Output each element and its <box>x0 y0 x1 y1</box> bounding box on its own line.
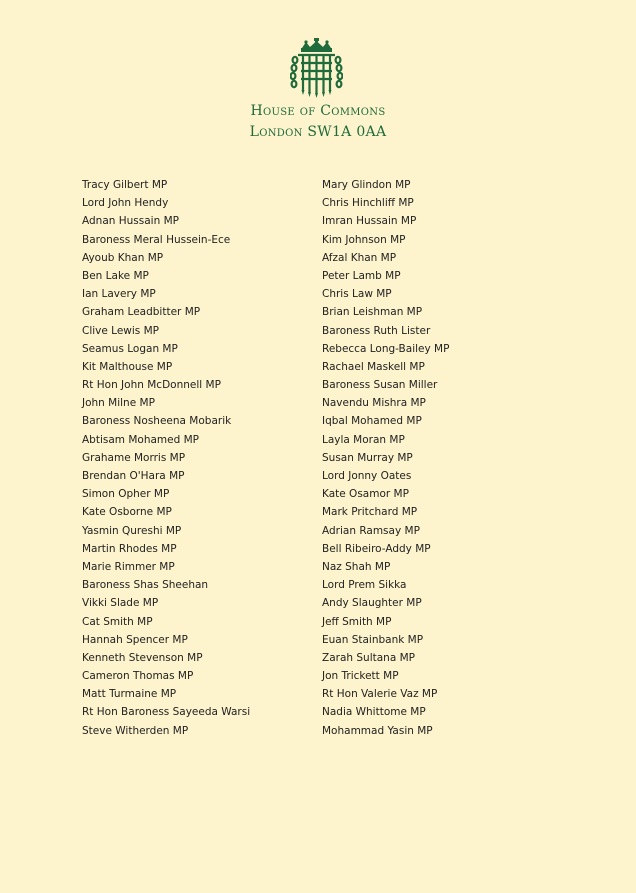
signatory-name: Rachael Maskell MP <box>322 360 425 373</box>
signatory-name: Grahame Morris MP <box>82 451 186 464</box>
signatory-name: Tracy Gilbert MP <box>82 179 168 191</box>
signatory-name: Lord John Hendy <box>82 197 169 210</box>
signatory-name: John Milne MP <box>82 397 155 410</box>
signatory-name: Seamus Logan MP <box>82 342 178 355</box>
signatory-name: Nadia Whittome MP <box>322 706 426 719</box>
signatories-left-column <box>82 176 250 740</box>
signatory-name: Brendan O'Hara MP <box>82 470 185 482</box>
signatory-name: Ben Lake MP <box>82 269 149 282</box>
signatory-name: Ian Lavery MP <box>82 288 156 301</box>
signatory-name: Mark Pritchard MP <box>322 506 418 519</box>
signatory-name: Navendu Mishra MP <box>322 397 426 410</box>
signatory-name: Baroness Meral Hussein-Ece <box>82 233 231 246</box>
signatory-name: Kate Osborne MP <box>82 506 172 519</box>
signatory-name: Kim Johnson MP <box>322 233 406 246</box>
signatory-name: Hannah Spencer MP <box>82 633 188 646</box>
signatory-name: Matt Turmaine MP <box>82 688 177 701</box>
signatory-name: Jeff Smith MP <box>322 615 392 628</box>
signatory-name: Rt Hon Valerie Vaz MP <box>322 688 438 701</box>
address-line: London SW1A 0AA <box>249 124 387 140</box>
signatory-name: Abtisam Mohamed MP <box>82 433 200 446</box>
signatory-name: Layla Moran MP <box>322 433 405 446</box>
signatory-name: Imran Hussain MP <box>322 215 417 228</box>
signatory-name: Susan Murray MP <box>322 451 413 464</box>
signatory-name: Andy Slaughter MP <box>322 597 422 610</box>
signatory-name: Brian Leishman MP <box>322 306 423 319</box>
signatory-name: Afzal Khan MP <box>322 251 397 264</box>
signatory-name: Rt Hon Baroness Sayeeda Warsi <box>82 706 251 719</box>
signatory-name: Kenneth Stevenson MP <box>82 651 203 664</box>
signatory-name: Kit Malthouse MP <box>82 360 173 373</box>
signatory-name: Bell Ribeiro-Addy MP <box>322 542 431 555</box>
signatory-name: Lord Prem Sikka <box>322 579 407 592</box>
signatory-name: Mohammad Yasin MP <box>322 724 433 737</box>
signatory-name: Euan Stainbank MP <box>322 633 424 646</box>
signatory-name: Simon Opher MP <box>82 488 170 501</box>
signatory-name: Naz Shah MP <box>322 560 391 573</box>
signatories-right-column <box>322 176 449 740</box>
signatory-name: Peter Lamb MP <box>322 269 401 282</box>
house-of-commons-heading: House of Commons <box>250 103 386 119</box>
signatory-name: Baroness Susan Miller <box>322 379 438 392</box>
signatory-name: Baroness Nosheena Mobarik <box>82 415 232 428</box>
signatory-name: Martin Rhodes MP <box>82 542 177 555</box>
signatory-name: Mary Glindon MP <box>322 179 411 191</box>
signatory-name: Rebecca Long-Bailey MP <box>322 342 450 355</box>
signatory-name: Marie Rimmer MP <box>82 560 175 573</box>
signatory-name: Kate Osamor MP <box>322 488 409 501</box>
signatory-name: Iqbal Mohamed MP <box>322 415 422 428</box>
signatory-name: Baroness Shas Sheehan <box>82 579 209 592</box>
signatory-name: Graham Leadbitter MP <box>82 306 201 319</box>
signatory-name: Rt Hon John McDonnell MP <box>82 379 221 392</box>
signatory-name: Lord Jonny Oates <box>322 470 412 482</box>
signatory-name: Baroness Ruth Lister <box>322 324 431 337</box>
signatory-name: Chris Hinchliff MP <box>322 197 414 210</box>
signatory-name: Zarah Sultana MP <box>322 651 415 664</box>
portcullis-icon <box>290 38 343 98</box>
signatory-name: Steve Witherden MP <box>82 724 189 737</box>
signatory-name: Vikki Slade MP <box>82 597 159 610</box>
signatory-name: Adrian Ramsay MP <box>322 524 420 537</box>
signatory-name: Jon Trickett MP <box>322 670 399 683</box>
signatory-name: Cat Smith MP <box>82 615 153 628</box>
signatory-name: Adnan Hussain MP <box>82 215 179 228</box>
signatory-name: Clive Lewis MP <box>82 324 160 337</box>
signatory-name: Yasmin Qureshi MP <box>82 524 182 537</box>
signatory-name: Cameron Thomas MP <box>82 670 194 683</box>
signatory-name: Ayoub Khan MP <box>82 251 164 264</box>
signatory-name: Chris Law MP <box>322 288 392 301</box>
